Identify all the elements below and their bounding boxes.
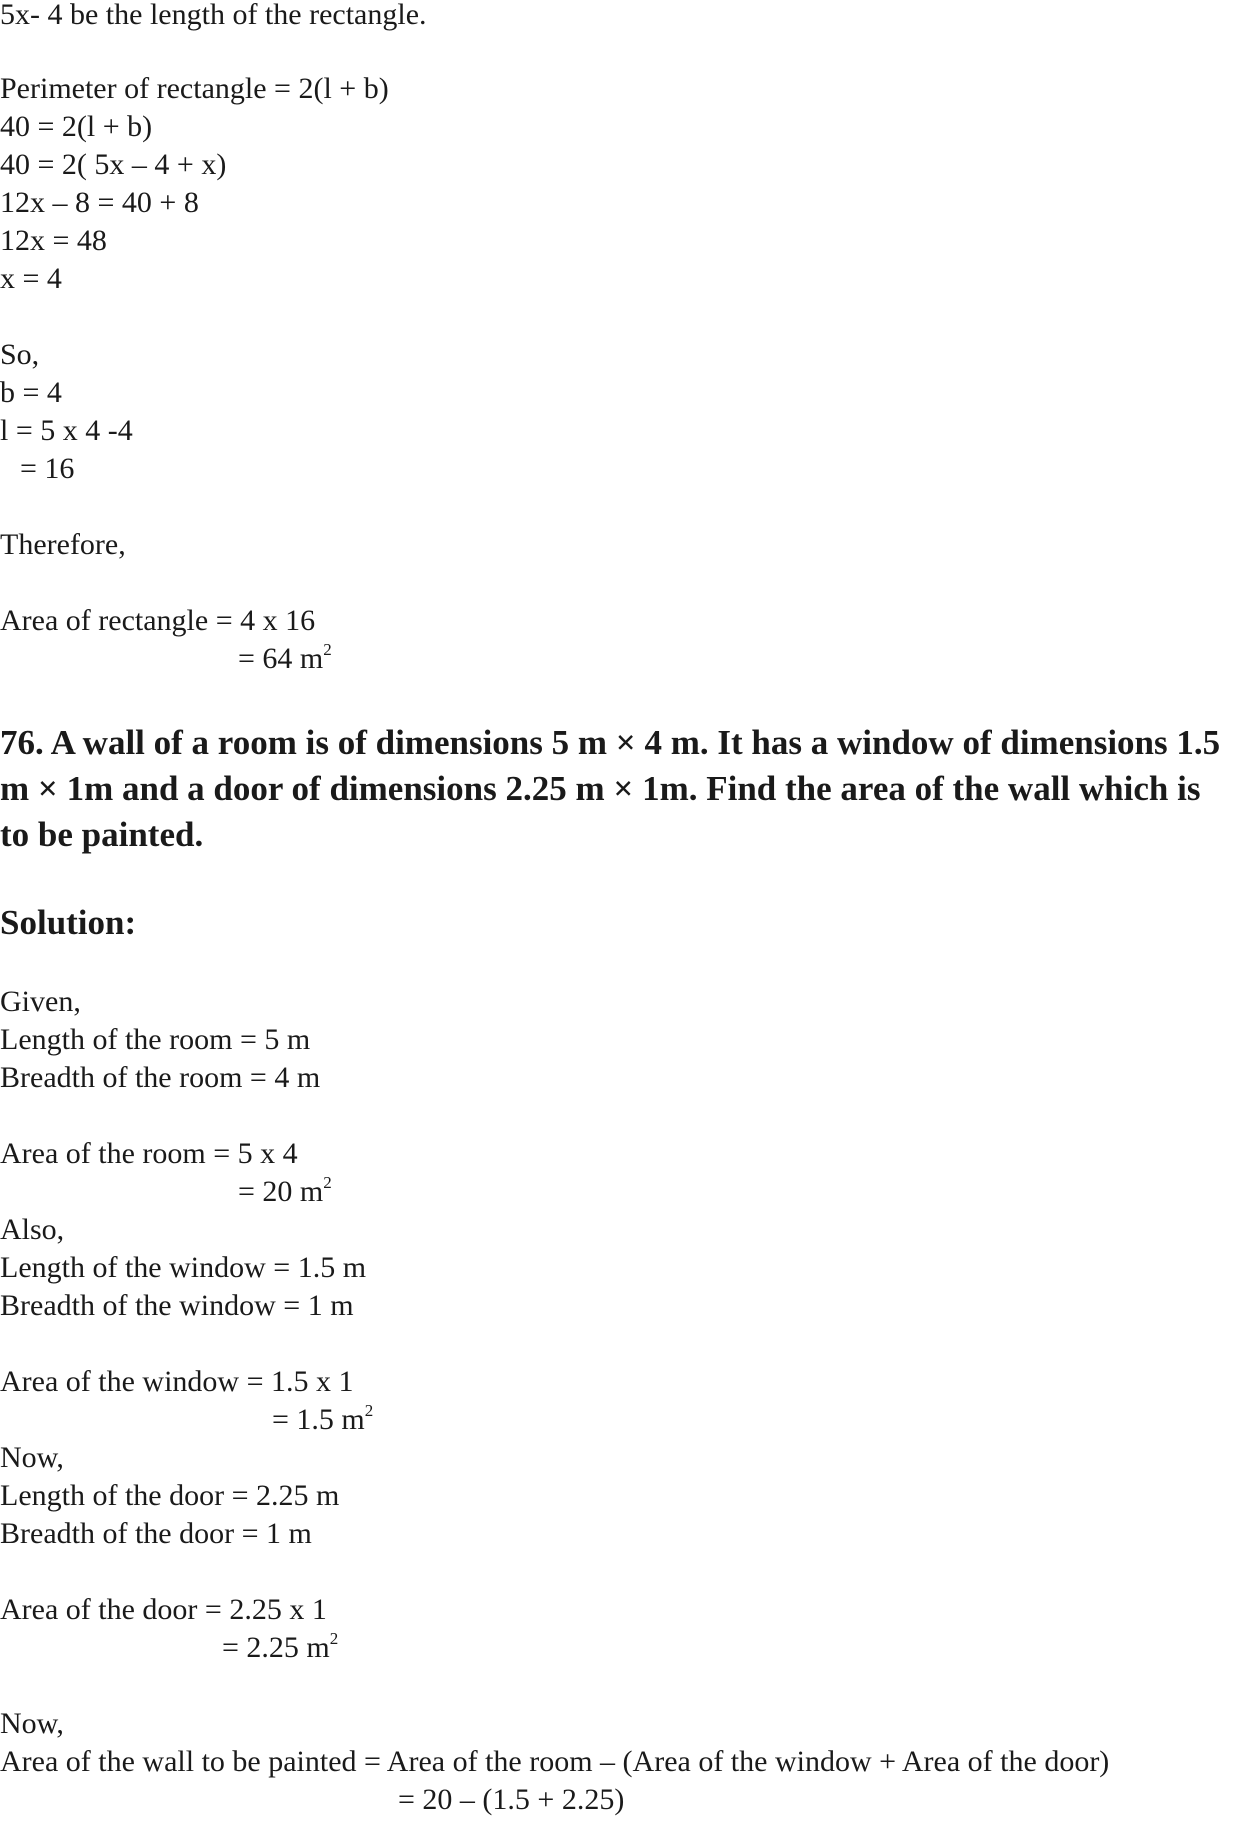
window-area-formula: Area of the window = 1.5 x 1 <box>0 1365 354 1398</box>
square-exponent: 2 <box>364 1401 374 1420</box>
question-text: 76. A wall of a room is of dimensions 5 m × 4 m. It has a window of dimensions 1.5 m × 1m and a door of dimensions 2.25 m × 1m. Find the area of the wall which is to be painted. <box>0 723 1221 854</box>
solution-heading: Solution: <box>0 903 137 942</box>
breadth-value: b = 4 <box>0 376 62 409</box>
rectangle-area-formula: Area of rectangle = 4 x 16 <box>0 604 316 637</box>
window-length: Length of the window = 1.5 m <box>0 1251 367 1284</box>
room-area-result: = 20 $m^2$ <box>238 1173 332 1208</box>
now-label: Now, <box>0 1707 64 1740</box>
so-label: So, <box>0 338 40 371</box>
square-exponent: 2 <box>323 640 332 659</box>
perimeter-formula: Perimeter of rectangle = 2(l + b) <box>0 72 389 105</box>
door-breadth: Breadth of the door = 1 m <box>0 1517 312 1550</box>
therefore-label: Therefore, <box>0 528 126 561</box>
now-label: Now, <box>0 1441 64 1474</box>
door-length: Length of the door = 2.25 m <box>0 1479 340 1512</box>
equation-line: 12x = 48 <box>0 224 107 257</box>
rectangle-area-result: = 64 $m^2$ <box>238 640 332 675</box>
square-exponent: 2 <box>329 1629 339 1648</box>
room-breadth: Breadth of the room = 4 m <box>0 1061 321 1094</box>
wall-area-formula: Area of the wall to be painted = Area of the room – (Area of the window + Area of the door) <box>0 1745 1110 1778</box>
equation-line: 40 = 2( 5x – 4 + x) <box>0 148 227 181</box>
window-area-result: = 1.5 $m^2$ <box>272 1401 374 1436</box>
equation-line: x = 4 <box>0 262 62 295</box>
square-exponent: 2 <box>323 1173 332 1192</box>
wall-area-step: = 20 – (1.5 + 2.25) <box>398 1783 625 1816</box>
room-area-formula: Area of the room = 5 x 4 <box>0 1137 298 1170</box>
length-formula: l = 5 x 4 -4 <box>0 414 133 447</box>
length-result: = 16 <box>20 452 75 485</box>
equation-line: 40 = 2(l + b) <box>0 110 153 143</box>
also-label: Also, <box>0 1213 65 1246</box>
intro-line: 5x- 4 be the length of the rectangle. <box>0 0 427 31</box>
door-area-formula: Area of the door = 2.25 x 1 <box>0 1593 327 1626</box>
equation-line: 12x – 8 = 40 + 8 <box>0 186 199 219</box>
given-label: Given, <box>0 985 81 1018</box>
room-length: Length of the room = 5 m <box>0 1023 311 1056</box>
window-breadth: Breadth of the window = 1 m <box>0 1289 354 1322</box>
door-area-result: = 2.25 $m^2$ <box>222 1629 339 1664</box>
